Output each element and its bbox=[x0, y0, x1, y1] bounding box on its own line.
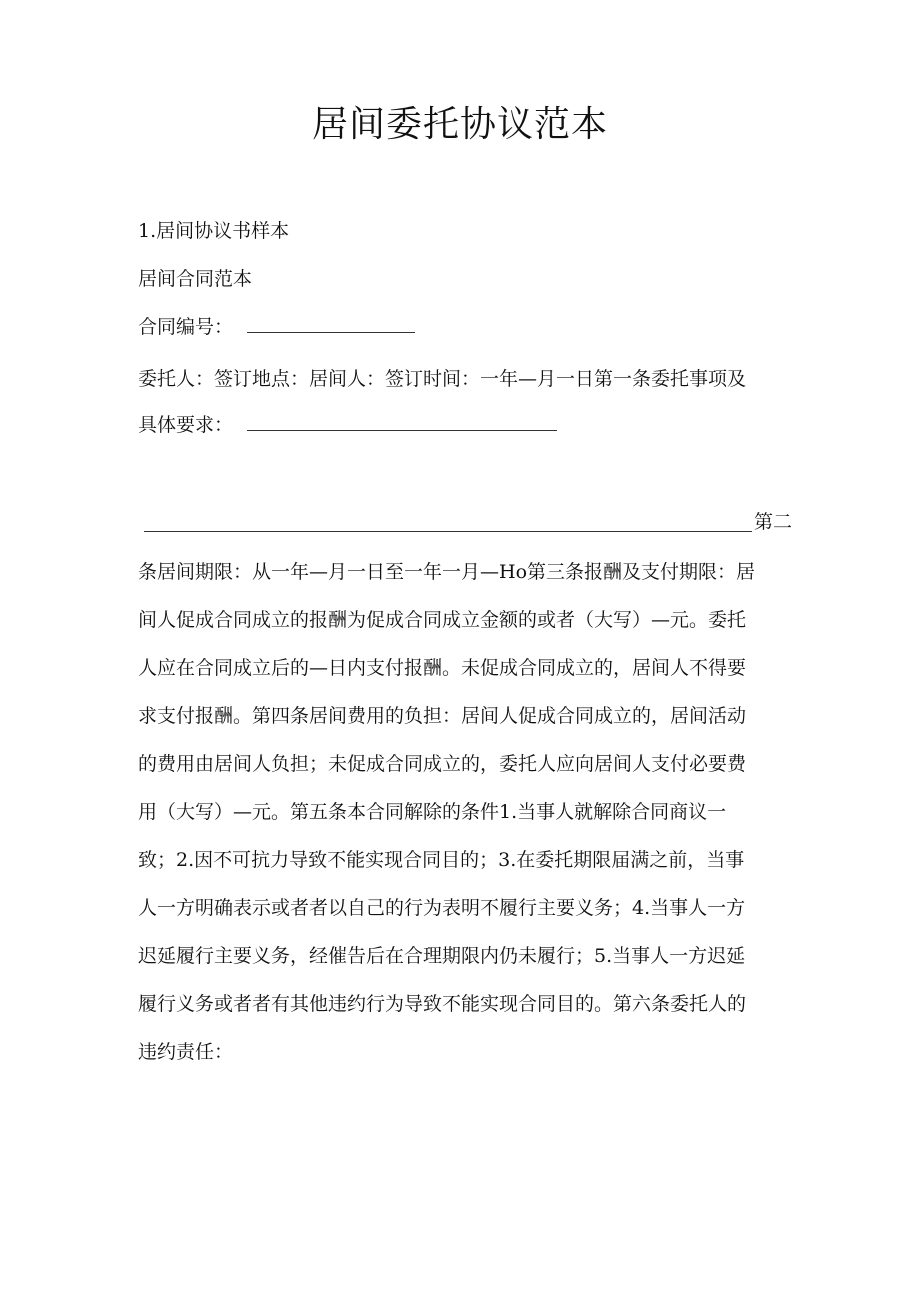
body-line: 履行义务或者者有其他违约行为导致不能实现合同目的。第六条委托人的 bbox=[138, 993, 747, 1015]
parties-line: 委托人：签订地点：居间人：签订时间：一年—月一日第一条委托事项及 bbox=[138, 368, 747, 390]
body-line: 致；2.因不可抗力导致不能实现合同目的；3.在委托期限届满之前，当事 bbox=[138, 849, 745, 871]
requirements-label: 具体要求： bbox=[138, 414, 234, 436]
article-two-prefix: 第二 bbox=[754, 511, 793, 533]
section-heading-template: 居间合同范本 bbox=[138, 268, 253, 290]
requirements-blank bbox=[247, 412, 557, 431]
body-line: 迟延履行主要义务，经催告后在合理期限内仍未履行；5.当事人一方迟延 bbox=[138, 945, 746, 967]
contract-number-blank bbox=[247, 314, 415, 333]
requirements-row bbox=[138, 410, 557, 440]
body-line: 人应在合同成立后的—日内支付报酬。未促成合同成立的，居间人不得要 bbox=[138, 657, 747, 679]
contract-number-label: 合同编号： bbox=[138, 316, 234, 338]
body-line: 的费用由居间人负担；未促成合同成立的，委托人应向居间人支付必要费 bbox=[138, 753, 747, 775]
section-heading-sample: 1.居间协议书样本 bbox=[138, 220, 290, 242]
body-line: 违约责任： bbox=[138, 1041, 234, 1063]
document-title: 居间委托协议范本 bbox=[311, 104, 608, 145]
body-line: 用（大写）—元。第五条本合同解除的条件1.当事人就解除合同商议一 bbox=[138, 801, 727, 823]
body-line: 条居间期限：从一年—月一日至一年一月—Ho第三条报酬及支付期限：居 bbox=[138, 561, 756, 583]
body-line: 间人促成合同成立的报酬为促成合同成立金额的或者（大写）—元。委托 bbox=[138, 609, 747, 631]
contract-number-row bbox=[138, 312, 415, 342]
requirements-long-blank bbox=[144, 531, 752, 532]
body-line: 求支付报酬。第四条居间费用的负担：居间人促成合同成立的，居间活动 bbox=[138, 705, 747, 727]
body-line: 人一方明确表示或者者以自己的行为表明不履行主要义务；4.当事人一方 bbox=[138, 897, 746, 919]
